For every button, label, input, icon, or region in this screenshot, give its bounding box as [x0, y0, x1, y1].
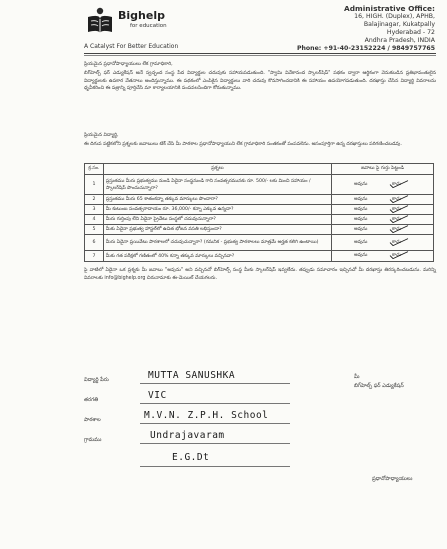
brand-subtitle: for education — [130, 23, 167, 29]
answer-no-option[interactable]: కాదు — [392, 253, 401, 258]
eligibility-table — [84, 163, 434, 262]
question-text: మీరు గుర్తింపు లేని ఏదైనా ప్రైవేటు సంస్థలో చదువుచున్నారా? — [103, 215, 331, 225]
office-phone: Phone: +91-40-23152224 / 9849757765 — [296, 45, 435, 53]
col-serial: క్ర.సం. — [85, 164, 104, 175]
name-underline — [140, 383, 290, 384]
instructions-paragraph: ఈ దిగువ పట్టికలోని ప్రశ్నలకు జవాబులు టిక్ చేసి మీ పాఠశాల ప్రధానోపాధ్యాయుని లేక గ్రామాధికారి సంతకంతో పంపవలెను. అసంపూర్తిగా ఉన్న దరఖాస్తులు పరిగణించబడవు. — [84, 142, 402, 147]
brand-name: Bighelp — [118, 9, 165, 22]
name-label: విద్యార్థి పేరు — [84, 377, 109, 383]
check-icon — [388, 179, 410, 188]
answer-no-option[interactable]: కాదు — [392, 216, 401, 222]
table-header-row — [85, 164, 434, 175]
answer-yes-option[interactable]: అవును — [354, 239, 368, 245]
row-number: 5 — [85, 225, 104, 235]
book-person-icon — [84, 6, 116, 36]
table-row — [85, 235, 434, 251]
answer-yes-option[interactable]: అవును — [354, 196, 368, 202]
table-row — [85, 251, 434, 262]
office-line: Hyderabad - 72 — [386, 29, 435, 37]
tagline: A Catalyst For Better Education — [84, 43, 179, 50]
question-text: ప్రస్తుతము మీరు ప్రభుత్వము నుండి ఏదైనా సంస్థనుండి గాని సంవత్సరమునకు రూ. 500/- లకు మించి సహాయం / స్కాలర్‌షిప్ పొందుచున్నారా? — [103, 175, 331, 195]
greeting: ప్రియమైన ప్రధానోపాధ్యాయులు లేక గ్రామాధికారి, — [84, 62, 173, 67]
village-label: గ్రామము — [84, 437, 102, 443]
answer-no-option[interactable]: కాదు — [392, 196, 401, 202]
row-number: 6 — [85, 235, 104, 251]
class-label: తరగతి — [84, 397, 99, 403]
col-answer: జవాబు పై గుర్తు పెట్టండి — [332, 164, 434, 175]
row-number: 1 — [85, 175, 104, 195]
answer-no-option[interactable]: కాదు — [392, 181, 401, 187]
answer-cell[interactable] — [332, 215, 434, 225]
closing-paragraph: పై వాటిలో ఏదైనా ఒక ప్రశ్నకు మీ జవాబు "అవును" అని వచ్చినచో బిగ్‌హెల్ప్ సంస్థ మీకు స్కాలర్‌షిప్ ఇవ్వలేదు. తప్పుడు సమాచారం ఇచ్చినచో మీ దరఖాస్తు తిరస్కరించబడును. మరిన్ని వివరాలకు info@bighelp.org చిరునామాకు ఈ-మెయిల్ చేయగలరు. — [84, 268, 436, 281]
table-row — [85, 215, 434, 225]
table-row — [85, 225, 434, 235]
answer-cell[interactable] — [332, 175, 434, 195]
col-question: ప్రశ్నలు — [103, 164, 331, 175]
office-line: 16, HIGH. (Duplex), APHB, — [354, 13, 435, 21]
check-icon — [388, 204, 410, 213]
intro-paragraph: బిగ్‌హెల్ప్ ఫర్ ఎడ్యుకేషన్ అనే స్వచ్ఛంద సంస్థ పేద విద్యార్థుల చదువుకు సహాయపడుతుంది. "స్వామి వివేకానంద స్కాలర్‌షిప్" పథకం ద్వారా ఆర్థికంగా వెనుకబడిన ప్రతిభావంతులైన విద్యార్థులకు ఉపకార వేతనాలు అందిస్తున్నాము. ఈ పథకంలో ఎంపికైన విద్యార్థులు వారి చదువు కొనసాగించడానికి ఈ సహాయం ఉపయోగపడుతుంది. దరఖాస్తు చేసిన విద్యార్థి వివరాలను ధృవీకరించి ఈ పత్రాన్ని పూర్తిచేసి మా కార్యాలయానికి పంపవలసిందిగా కోరుతున్నాము. — [84, 71, 436, 92]
check-icon — [388, 194, 410, 203]
check-icon — [388, 214, 410, 223]
check-icon — [388, 251, 410, 260]
header-divider-thin — [84, 55, 436, 56]
office-line: Andhra Pradesh, INDIA — [364, 37, 435, 45]
school-label: పాఠశాల — [84, 417, 101, 423]
question-text: మీకు గత పరీక్షలో గణితంలో 40% కన్నా తక్కువ మార్కులు వచ్చినవా? — [103, 251, 331, 262]
row-number: 2 — [85, 195, 104, 205]
table-row — [85, 205, 434, 215]
answer-no-option[interactable]: కాదు — [392, 226, 401, 232]
district-field[interactable]: E.G.Dt — [172, 452, 210, 463]
office-address-block — [290, 5, 435, 54]
headmaster-signature-label: ప్రధానోపాధ్యాయులు — [372, 476, 413, 482]
bighelp-logo — [84, 6, 116, 36]
question-text: మీ కుటుంబ సంవత్సరాదాయం రూ. 36,000/- కన్నా ఎక్కువ ఉన్నదా? — [103, 205, 331, 215]
question-text: మీకు ఏదైనా ప్రభుత్వ హాస్టల్‌లో ఉచిత భోజన వసతి లభిస్తుందా? — [103, 225, 331, 235]
row-number: 7 — [85, 251, 104, 262]
signature-organization: బిగ్‌హెల్ప్ ఫర్ ఎడ్యుకేషన్ — [354, 383, 404, 389]
answer-yes-option[interactable]: అవును — [354, 181, 368, 187]
village-field[interactable]: Undrajavaram — [150, 430, 225, 441]
class-field[interactable]: VIC — [148, 390, 167, 401]
question-text: మీరు ఏదైనా ప్రయివేటు పాఠశాలలో చదువుచున్నారా? (గమనిక - ప్రభుత్వ పాఠశాలలు మాత్రమే అర్హత కలిగి ఉంటాయి) — [103, 235, 331, 251]
check-icon — [388, 237, 410, 246]
answer-cell[interactable] — [332, 195, 434, 205]
answer-yes-option[interactable]: అవును — [354, 206, 368, 212]
name-field[interactable]: MUTTA SANUSHKA — [148, 370, 236, 381]
question-text: ప్రస్తుతము మీరు 65 శాతంకన్నా తక్కువ మార్కులు పొందారా? — [103, 195, 331, 205]
office-line: Balajinagar, Kukatpally — [363, 21, 435, 29]
table-row — [85, 195, 434, 205]
village-underline — [140, 443, 290, 444]
answer-yes-option[interactable]: అవును — [354, 216, 368, 222]
district-underline — [140, 466, 290, 467]
school-underline — [140, 423, 290, 424]
table-row — [85, 175, 434, 195]
answer-no-option[interactable]: కాదు — [392, 206, 401, 212]
answer-cell[interactable] — [332, 235, 434, 251]
answer-yes-option[interactable]: అవును — [354, 253, 368, 258]
answer-cell[interactable] — [332, 251, 434, 262]
answer-cell[interactable] — [332, 225, 434, 235]
answer-cell[interactable] — [332, 205, 434, 215]
student-greeting: ప్రియమైన విద్యార్థి, — [84, 133, 119, 138]
table-body — [85, 175, 434, 262]
row-number: 4 — [85, 215, 104, 225]
school-field[interactable]: M.V.N. Z.P.H. School — [144, 410, 269, 421]
header-divider — [84, 53, 436, 54]
answer-no-option[interactable]: కాదు — [392, 239, 401, 245]
answer-yes-option[interactable]: అవును — [354, 226, 368, 232]
check-icon — [388, 224, 410, 233]
signature-salutation: మీ — [354, 374, 360, 380]
row-number: 3 — [85, 205, 104, 215]
class-underline — [140, 403, 290, 404]
office-title: Administrative Office: — [344, 4, 435, 13]
